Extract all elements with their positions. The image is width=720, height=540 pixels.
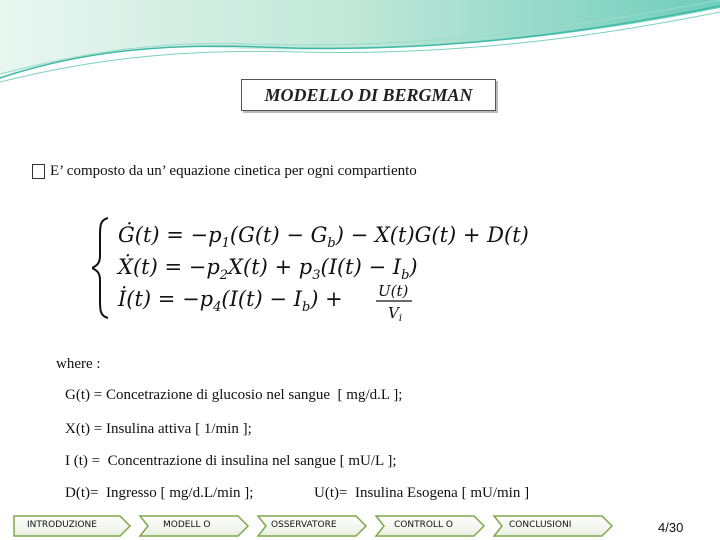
equation-line-2: Ẋ(t) = $-p_2X(t) + p_3(I(t) - I_b)$ (118, 255, 418, 283)
equation-line-1: Ġ(t) = $-p_1(G(t) - G_b) - X(t)G(t) + D(t)$ (118, 223, 529, 251)
fraction-denominator: $V_i$ (388, 304, 403, 324)
equation-line-3: İ(t) = $-p_4(I(t) - I_b)$ + (118, 287, 343, 315)
definition-insulin: I (t) = Concentrazione di insulina nel sangue [ mU/L ]; (65, 453, 397, 469)
slide-title: MODELLO DI BERGMAN (264, 84, 473, 105)
bullet-box-icon (32, 164, 45, 179)
bergman-equations (92, 212, 592, 324)
nav-osservatore[interactable]: OSSERVATORE (271, 520, 337, 530)
nav-introduzione[interactable]: INTRODUZIONE (27, 520, 97, 530)
definition-input: D(t)= Ingresso [ mg/d.L/min ]; (65, 485, 254, 501)
where-label: where : (56, 356, 101, 372)
nav-conclusioni[interactable]: CONCLUSIONI (509, 520, 572, 530)
nav-controllo[interactable]: CONTROLL O (394, 520, 453, 530)
bullet-point (32, 163, 417, 180)
definition-active-insulin: X(t) = Insulina attiva [ 1/min ]; (65, 421, 252, 437)
definition-exogenous-insulin: U(t)= Insulina Esogena [ mU/min ] (314, 485, 530, 501)
nav-modello[interactable]: MODELL O (163, 520, 211, 530)
slide-title-box (241, 79, 496, 111)
header-swoosh-decoration (0, 0, 720, 90)
bullet-text: E’ composto da un’ equazione cinetica per ogni compartiento (50, 163, 417, 179)
fraction-numerator: U(t) (378, 282, 409, 300)
definition-glucose: G(t) = Concetrazione di glucosio nel sangue [ mg/d.L ]; (65, 387, 403, 403)
page-number: 4/30 (658, 520, 684, 535)
